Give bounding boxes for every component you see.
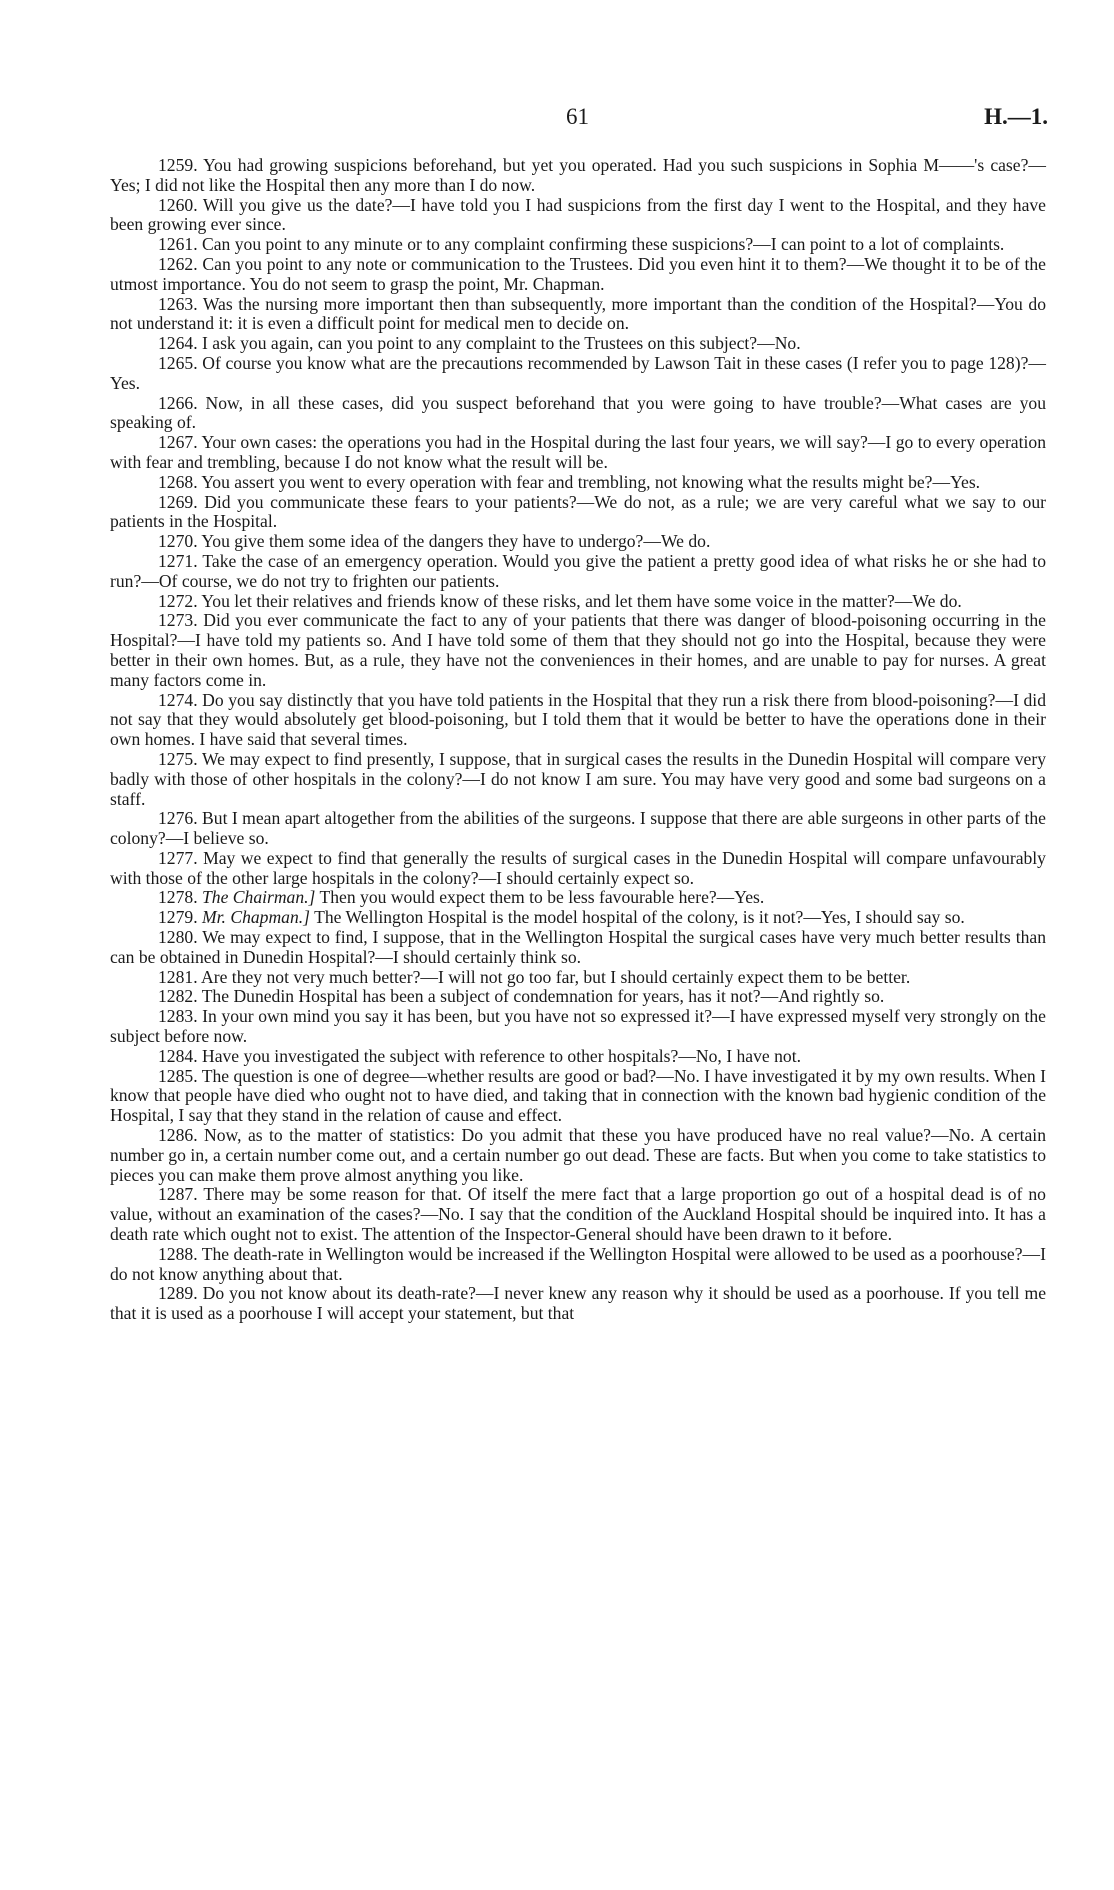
- question-paragraph: [110, 255, 1046, 295]
- question-paragraph: [110, 611, 1046, 690]
- question-number: 1275.: [158, 748, 198, 769]
- question-answer-text: Was the nursing more important then than subsequently, more important than the condition of the Hospital?—You do not understand it: it is even a difficult point for medical men to decide on.: [110, 293, 1046, 334]
- question-number: 1287.: [158, 1184, 198, 1205]
- question-paragraph: [110, 334, 1046, 354]
- question-paragraph: [110, 354, 1046, 394]
- question-answer-text: Have you investigated the subject with reference to other hospitals?—No, I have not.: [202, 1045, 801, 1066]
- question-number: 1278.: [158, 887, 198, 908]
- question-paragraph: [110, 196, 1046, 236]
- question-paragraph: [110, 908, 1046, 928]
- question-paragraph: [110, 1284, 1046, 1324]
- question-number: 1271.: [158, 550, 198, 571]
- question-paragraph: [110, 987, 1046, 1007]
- question-number: 1288.: [158, 1243, 198, 1264]
- speaker-name: Mr. Chapman.]: [202, 907, 311, 928]
- question-answer-text: But I mean apart altogether from the abilities of the surgeons. I suppose that there are able surgeons in other parts of the colony?—I believe so.: [110, 808, 1046, 849]
- question-paragraph: [110, 1126, 1046, 1185]
- question-answer-text: The Wellington Hospital is the model hospital of the colony, is it not?—Yes, I should say so.: [314, 907, 965, 928]
- question-answer-text: You assert you went to every operation with fear and trembling, not knowing what the results might be?—Yes.: [201, 471, 981, 492]
- question-answer-text: Do you not know about its death-rate?—I never knew any reason why it should be used as a poorhouse. If you tell me that it is used as a poorhouse I will accept your statement, but that: [110, 1283, 1047, 1324]
- question-number: 1268.: [158, 471, 198, 492]
- question-paragraph: [110, 552, 1046, 592]
- document-reference: H.—1.: [984, 104, 1048, 129]
- question-paragraph: [110, 295, 1046, 335]
- question-number: 1274.: [158, 689, 198, 710]
- question-number: 1279.: [158, 907, 198, 928]
- question-answer-text: The Dunedin Hospital has been a subject of condemnation for years, has it not?—And rightly so.: [201, 986, 885, 1007]
- question-paragraph: [110, 1007, 1046, 1047]
- question-answer-text: Can you point to any minute or to any complaint confirming these suspicions?—I can point to a lot of complaints.: [202, 234, 1005, 255]
- speaker-name: The Chairman.]: [202, 887, 316, 908]
- question-paragraph: [110, 691, 1046, 750]
- question-paragraph: [110, 1245, 1046, 1285]
- question-paragraph: [110, 532, 1046, 552]
- question-number: 1284.: [158, 1045, 198, 1066]
- question-answer-text: We may expect to find presently, I suppose, that in surgical cases the results in the Dunedin Hospital will compare very badly with those of other hospitals in the colony?—I do not know I am sure. You may have very good and some bad surgeons on a staff.: [110, 748, 1046, 809]
- question-answer-text: The question is one of degree—whether results are good or bad?—No. I have investigated it by my own results. When I know that people have died who ought not to have died, and taking that in connection with the known bad hygienic condition of the Hospital, I say that they stand in the relation of cause and effect.: [110, 1065, 1046, 1126]
- question-answer-text: Your own cases: the operations you had in the Hospital during the last four years, we will say?—I go to every operation with fear and trembling, because I do not know what the result will be.: [110, 432, 1046, 472]
- question-number: 1285.: [158, 1065, 198, 1086]
- question-number: 1281.: [158, 966, 198, 987]
- question-answer-text: There may be some reason for that. Of itself the mere fact that a large proportion go out of a hospital dead is of no value, without an examination of the cases?—No. I say that the condition of the Auckland Hospital should be inquired into. It has a death rate which ought not to exist. The attention of the Inspector-General should have been drawn to it before.: [110, 1184, 1046, 1245]
- question-number: 1289.: [158, 1283, 198, 1304]
- page-number: 61: [566, 104, 589, 129]
- question-number: 1280.: [158, 927, 198, 948]
- question-number: 1276.: [158, 808, 198, 829]
- question-answer-text: Did you ever communicate the fact to any of your patients that there was danger of blood-poisoning occurring in the Hospital?—I have told my patients so. And I have told some of them that they should not go into the Hospital, because they were better in their own homes. But, as a rule, they have not the conveniences in their homes, and are unable to pay for nurses. A great many factors come in.: [110, 610, 1046, 690]
- question-number: 1270.: [158, 531, 198, 552]
- question-answer-text: You had growing suspicions beforehand, but yet you operated. Had you such suspicions in Sophia M——'s case?—Yes; I did not like the Hospital then any more than I do now.: [110, 155, 1046, 195]
- question-answer-text: Will you give us the date?—I have told you I had suspicions from the first day I went to the Hospital, and they have been growing ever since.: [110, 194, 1046, 235]
- question-answer-text: I ask you again, can you point to any complaint to the Trustees on this subject?—No.: [202, 333, 801, 354]
- question-number: 1282.: [158, 986, 198, 1007]
- question-answer-text: Did you communicate these fears to your patients?—We do not, as a rule; we are very careful what we say to our patients in the Hospital.: [110, 491, 1046, 532]
- question-number: 1283.: [158, 1006, 198, 1027]
- question-answer-text: May we expect to find that generally the results of surgical cases in the Dunedin Hospital will compare unfavourably with those of the other large hospitals in the colony?—I should certainly expect so.: [110, 847, 1046, 888]
- question-answer-text: Of course you know what are the precautions recommended by Lawson Tait in these cases (I refer you to page 128)?—Yes.: [110, 352, 1046, 393]
- question-number: 1272.: [158, 590, 198, 611]
- question-number: 1261.: [158, 234, 198, 255]
- question-answer-text: Now, in all these cases, did you suspect beforehand that you were going to have trouble?—What cases are you speaking of.: [110, 392, 1047, 433]
- question-number: 1260.: [158, 194, 198, 215]
- question-paragraph: [110, 928, 1046, 968]
- question-number: 1286.: [158, 1125, 198, 1146]
- question-paragraph: [110, 888, 1046, 908]
- question-number: 1267.: [158, 432, 198, 453]
- question-answer-text: Then you would expect them to be less favourable here?—Yes.: [319, 887, 765, 908]
- question-paragraph: [110, 1185, 1046, 1244]
- question-answer-text: You let their relatives and friends know of these risks, and let them have some voice in the matter?—We do.: [201, 590, 962, 611]
- question-answer-text: You give them some idea of the dangers they have to undergo?—We do.: [201, 531, 711, 552]
- question-number: 1265.: [158, 352, 198, 373]
- question-paragraph: [110, 394, 1046, 434]
- question-number: 1263.: [158, 293, 198, 314]
- question-paragraph: [110, 156, 1046, 196]
- evidence-text: [110, 156, 1046, 1324]
- question-paragraph: [110, 750, 1046, 809]
- question-answer-text: Now, as to the matter of statistics: Do you admit that these you have produced have no real value?—No. A certain number go in, a certain number come out, and a certain number go out dead. These are facts. But when you come to take statistics to pieces you can make them prove almost anything you like.: [110, 1125, 1046, 1185]
- question-paragraph: [110, 849, 1046, 889]
- question-paragraph: [110, 235, 1046, 255]
- question-paragraph: [110, 1047, 1046, 1067]
- question-number: 1277.: [158, 847, 198, 868]
- question-answer-text: The death-rate in Wellington would be increased if the Wellington Hospital were allowed to be used as a poorhouse?—I do not know anything about that.: [110, 1243, 1046, 1284]
- question-paragraph: [110, 809, 1046, 849]
- question-answer-text: Can you point to any note or communication to the Trustees. Did you even hint it to them?—We thought it to be of the utmost importance. You do not seem to grasp the point, Mr. Chapman.: [110, 253, 1046, 294]
- question-number: 1259.: [158, 155, 198, 175]
- question-paragraph: [110, 968, 1046, 988]
- question-answer-text: Do you say distinctly that you have told patients in the Hospital that they run a risk there from blood-poisoning?—I did not say that they would absolutely get blood-poisoning, but I told them that it would be better to have the operations done in their own homes. I have said that several times.: [110, 689, 1046, 750]
- page-header: [0, 104, 1114, 134]
- question-answer-text: In your own mind you say it has been, but you have not so expressed it?—I have expressed myself very strongly on the subject before now.: [110, 1006, 1046, 1047]
- question-paragraph: [110, 433, 1046, 473]
- question-number: 1266.: [158, 392, 198, 413]
- question-paragraph: [110, 1067, 1046, 1126]
- question-paragraph: [110, 493, 1046, 533]
- question-number: 1273.: [158, 610, 198, 631]
- question-answer-text: Are they not very much better?—I will not go too far, but I should certainly expect them to be better.: [201, 966, 911, 987]
- question-paragraph: [110, 592, 1046, 612]
- question-number: 1269.: [158, 491, 198, 512]
- question-number: 1262.: [158, 253, 198, 274]
- question-paragraph: [110, 473, 1046, 493]
- question-answer-text: Take the case of an emergency operation. Would you give the patient a pretty good idea of what risks he or she had to run?—Of course, we do not try to frighten our patients.: [110, 550, 1046, 591]
- question-answer-text: We may expect to find, I suppose, that in the Wellington Hospital the surgical cases have very much better results than can be obtained in Dunedin Hospital?—I should certainly think so.: [110, 927, 1046, 967]
- question-number: 1264.: [158, 333, 198, 354]
